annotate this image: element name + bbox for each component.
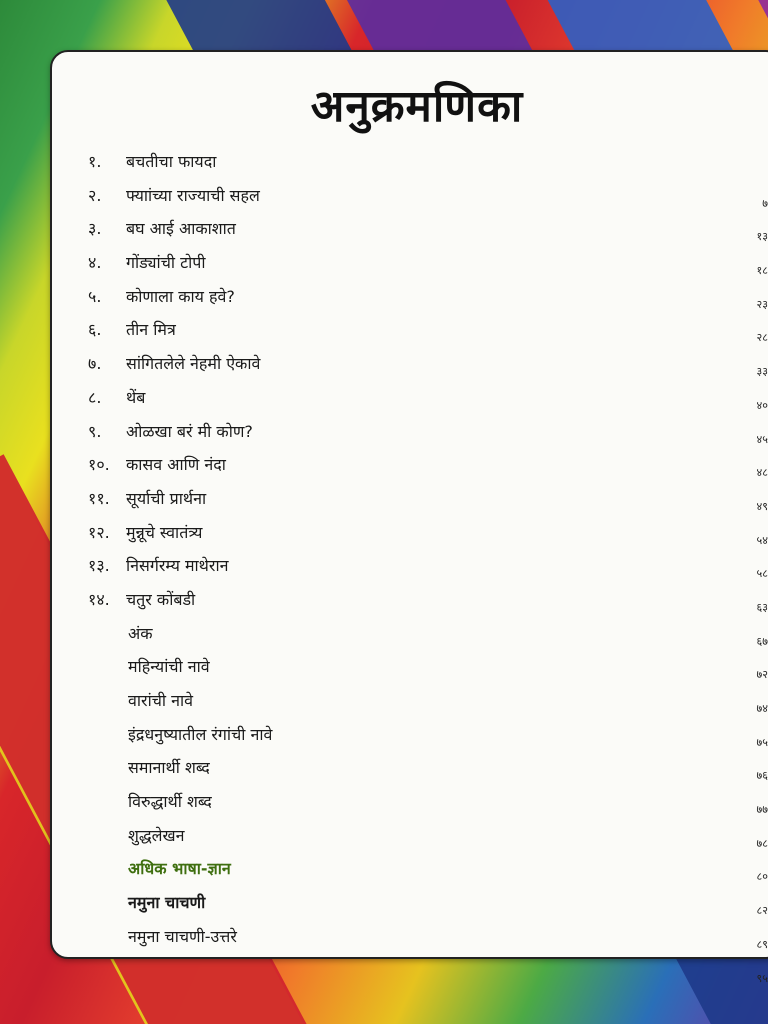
entry-page: ४० bbox=[756, 398, 768, 412]
entry-page: १३ bbox=[756, 230, 768, 244]
entry-title: बचतीचा फायदा bbox=[126, 152, 217, 171]
list-item[interactable] bbox=[52, 279, 768, 313]
entry-page: ७२ bbox=[756, 668, 768, 682]
entry-page: ४५ bbox=[756, 432, 768, 446]
entry-number: १३. bbox=[88, 556, 110, 576]
entry-page: ३३ bbox=[756, 365, 768, 379]
list-item[interactable] bbox=[52, 414, 768, 448]
list-item[interactable] bbox=[52, 481, 768, 515]
list-item[interactable] bbox=[52, 548, 768, 582]
list-item[interactable] bbox=[52, 750, 768, 784]
list-item-end bbox=[52, 953, 768, 987]
entry-title: इंद्रधनुष्यातील रंगांची नावे bbox=[128, 724, 273, 744]
list-item[interactable] bbox=[52, 582, 768, 616]
entry-page: ७५ bbox=[756, 735, 768, 749]
list-item[interactable] bbox=[52, 818, 768, 852]
list-item[interactable] bbox=[52, 447, 768, 481]
entry-page: ९५ bbox=[756, 971, 768, 985]
list-item[interactable] bbox=[52, 649, 768, 683]
entry-page: १८ bbox=[756, 264, 768, 278]
entry-page: ६३ bbox=[756, 600, 768, 614]
entry-title: महिन्यांची नावे bbox=[128, 657, 210, 677]
entry-title: कासव आणि नंदा bbox=[126, 455, 226, 475]
entry-title: समानार्थी शब्द bbox=[128, 758, 210, 778]
entry-number: ३. bbox=[88, 219, 102, 239]
entry-page: ४९ bbox=[756, 499, 768, 513]
entry-number: १२. bbox=[88, 522, 110, 542]
list-item[interactable] bbox=[52, 178, 768, 212]
entry-number: ९. bbox=[88, 421, 102, 441]
contents-list bbox=[52, 144, 768, 986]
entry-number: १४. bbox=[88, 589, 110, 609]
entry-number: १. bbox=[88, 152, 102, 171]
entry-title: नमुना चाचणी bbox=[128, 893, 206, 913]
entry-title: वारांची नावे bbox=[128, 691, 194, 710]
entry-title: कोणाला काय हवे? bbox=[126, 286, 235, 306]
list-item[interactable] bbox=[52, 346, 768, 380]
list-item[interactable] bbox=[52, 784, 768, 818]
entry-title: बघ आई आकाशात bbox=[126, 219, 236, 239]
list-item[interactable] bbox=[52, 312, 768, 346]
entry-title: शुद्धलेखन bbox=[128, 825, 185, 845]
entry-number: ४. bbox=[88, 253, 102, 273]
contents-page bbox=[50, 50, 768, 985]
entry-title: फ्याांच्या राज्याची सहल bbox=[126, 185, 260, 205]
list-item[interactable] bbox=[52, 717, 768, 751]
entry-page: २८ bbox=[756, 331, 768, 345]
entry-number: ५. bbox=[88, 286, 102, 306]
entry-number: २. bbox=[88, 185, 102, 205]
entry-page: ८९ bbox=[756, 937, 768, 951]
entry-page: ७४ bbox=[756, 702, 768, 715]
entry-page: ५८ bbox=[756, 567, 768, 581]
entry-number: ६. bbox=[88, 320, 102, 340]
entry-title: सूर्याची प्रार्थना bbox=[126, 488, 207, 508]
entry-page: ८० bbox=[756, 870, 768, 884]
entry-page: ४८ bbox=[756, 466, 768, 480]
list-item[interactable] bbox=[52, 885, 768, 919]
entry-title: गोंड्यांची टोपी bbox=[126, 253, 206, 273]
entry-title: चतुर कोंबडी bbox=[126, 589, 196, 609]
entry-page: ५४ bbox=[756, 533, 768, 547]
entry-page: ७७ bbox=[756, 803, 768, 817]
list-item[interactable] bbox=[52, 211, 768, 245]
list-item[interactable] bbox=[52, 515, 768, 549]
list-item[interactable] bbox=[52, 144, 768, 178]
list-item[interactable] bbox=[52, 683, 768, 717]
entry-number: १०. bbox=[88, 455, 110, 475]
entry-page: ७६ bbox=[756, 769, 768, 783]
entry-title: सांगितलेले नेहमी ऐकावे bbox=[126, 354, 261, 374]
entry-page: ७ bbox=[762, 196, 768, 210]
entry-title: ओळखा बरं मी कोण? bbox=[126, 421, 253, 441]
entry-title: विरुद्धार्थी शब्द bbox=[128, 792, 212, 812]
entry-number: ११. bbox=[88, 488, 110, 508]
entry-title: तीन मित्र bbox=[126, 320, 176, 340]
entry-title: थेंब bbox=[126, 387, 146, 407]
entry-number: ८. bbox=[88, 387, 102, 407]
list-item[interactable] bbox=[52, 380, 768, 414]
entry-page: ७८ bbox=[756, 836, 768, 850]
list-item[interactable] bbox=[52, 919, 768, 953]
list-item[interactable] bbox=[52, 245, 768, 279]
list-item[interactable] bbox=[52, 616, 768, 650]
entry-page: ६७ bbox=[756, 634, 768, 648]
entry-page: २३ bbox=[756, 297, 768, 311]
entry-title: मुन्नूचे स्वातंत्र्य bbox=[126, 522, 203, 542]
entry-title: अधिक भाषा-ज्ञान bbox=[128, 859, 231, 879]
list-item[interactable] bbox=[52, 851, 768, 885]
entry-title: निसर्गरम्य माथेरान bbox=[126, 556, 229, 576]
entry-title: नमुना चाचणी-उत्तरे bbox=[128, 926, 237, 946]
entry-number: ७. bbox=[88, 354, 102, 374]
entry-page: ८२ bbox=[756, 904, 768, 918]
entry-title: अंक bbox=[128, 623, 153, 643]
page-title: अनुक्रमणिका bbox=[310, 81, 524, 132]
